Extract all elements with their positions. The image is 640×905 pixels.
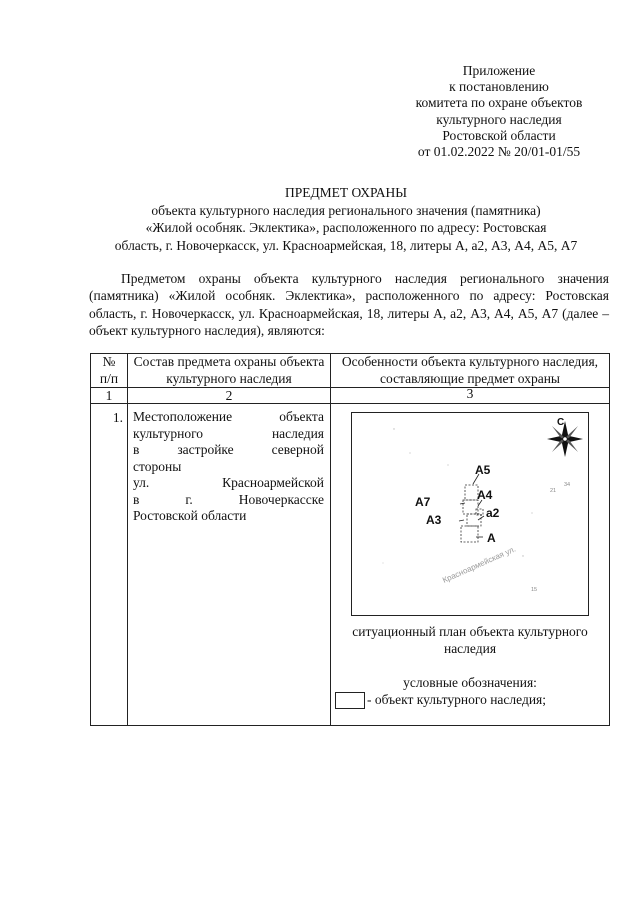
description-line: [133, 459, 324, 476]
map-drawing: [352, 413, 588, 615]
appendix-line: Ростовской области: [442, 127, 556, 143]
description-line: [133, 492, 324, 509]
appendix-line: культурного наследия: [436, 111, 562, 127]
map-number: 21: [550, 488, 557, 494]
title-line: область, г. Новочеркасск, ул. Красноармейская, 18, литеры А, а2, А3, А4, А5, А7: [114, 237, 578, 253]
description-word: г.: [185, 491, 193, 507]
row-description: [128, 404, 331, 726]
col-number-2: 2: [128, 388, 331, 404]
map-specks: [383, 428, 533, 563]
map-caption: ситуационный план объекта культурного наследия: [352, 624, 588, 656]
compass-letter: С: [557, 417, 565, 428]
document-title: [86, 184, 606, 254]
description-line: [133, 442, 324, 459]
label-a7: А7: [415, 495, 431, 509]
description-word: в: [133, 491, 140, 507]
description-word: Красноармейской: [222, 475, 324, 490]
appendix-line: Приложение: [462, 63, 536, 78]
description-word: стороны: [133, 458, 182, 474]
table-header-row: [91, 354, 610, 388]
header-number-part: №: [102, 354, 116, 369]
col-number-1: 1: [91, 388, 128, 404]
description-word: застройке: [177, 442, 234, 457]
row-features: [331, 404, 610, 726]
description-word: ул.: [133, 475, 150, 490]
description-word: объекта: [279, 409, 324, 424]
description-word: культурного: [133, 425, 204, 441]
description-word: Новочеркасске: [238, 491, 324, 507]
header-number: [91, 354, 128, 388]
map-number: 15: [531, 587, 538, 593]
header-features: Особенности объекта культурного наследия, составляющие предмет охраны: [331, 354, 610, 388]
header-number-text: [100, 354, 118, 386]
label-a3: А3: [426, 513, 442, 527]
header-composition: Состав предмета охраны объекта культурного наследия: [128, 354, 331, 388]
compass-rose-icon: [547, 417, 583, 457]
legend-symbol: [335, 692, 365, 709]
label-a5: А5: [475, 463, 491, 477]
header-number-part: п/п: [99, 370, 119, 386]
label-a4: А4: [477, 488, 493, 502]
description-line: [133, 426, 324, 443]
title-line: «Жилой особняк. Эклектика», расположенного по адресу: Ростовская: [145, 220, 547, 235]
street-label: Красноармейская ул.: [441, 544, 518, 585]
description-word: Ростовской области: [133, 508, 247, 523]
description-word: в: [133, 442, 140, 457]
row-number: 1.: [91, 404, 128, 726]
description-line: [133, 475, 324, 492]
column-number-row: [91, 388, 610, 404]
appendix-line: к постановлению: [449, 79, 549, 95]
situation-plan-map: [351, 412, 589, 616]
label-a: А: [487, 531, 496, 545]
description-line: [133, 508, 324, 525]
description-word: северной: [271, 442, 324, 457]
title-heading: ПРЕДМЕТ ОХРАНЫ: [284, 185, 408, 200]
legend-title: условные обозначения:: [403, 675, 537, 690]
description-word: наследия: [271, 425, 324, 441]
legend-item-text: - объект культурного наследия;: [367, 691, 547, 707]
map-number: 34: [564, 482, 571, 488]
legend: [335, 692, 609, 709]
description-word: Местоположение: [133, 409, 233, 424]
appendix-block: [384, 63, 614, 160]
col-number-3: 3: [331, 388, 610, 404]
title-line: объекта культурного наследия регионального значения (памятника): [151, 202, 541, 218]
appendix-line: от 01.02.2022 № 20/01-01/55: [417, 144, 581, 160]
label-a2-lower: а2: [486, 506, 500, 520]
protection-table: [90, 353, 610, 726]
table-row: [91, 404, 610, 726]
intro-paragraph: Предметом охраны объекта культурного наследия регионального значения (памятника) «Жилой особняк. Эклектика», расположенного по адресу: Ростовская область, г. Новочеркасск, ул. Красноармейская, 18, литеры А, а2, А3, А4, А5, А7 (далее – объект культурного наследия), являются:: [89, 271, 609, 339]
description-lines: [133, 409, 324, 525]
description-line: [133, 409, 324, 426]
appendix-line: комитета по охране объектов: [415, 95, 583, 111]
